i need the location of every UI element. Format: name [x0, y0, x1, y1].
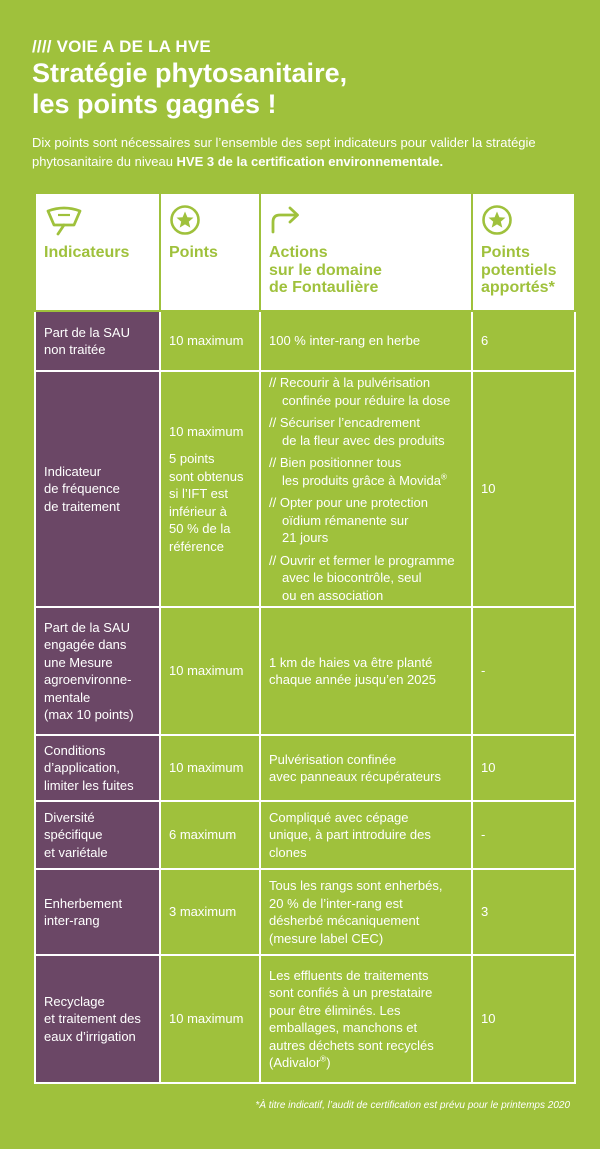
points-cell: [160, 607, 260, 735]
indicator-line: Indicateur: [44, 463, 102, 479]
indicator-cell: [35, 869, 160, 955]
points-line: 6 maximum: [169, 827, 237, 843]
page-title: [32, 58, 572, 120]
potential-cell: [472, 735, 575, 801]
indicator-line: et variétale: [44, 844, 108, 860]
indicators-table: [34, 192, 576, 1084]
actions-cell: [260, 607, 472, 735]
indicator-line: non traitée: [44, 342, 106, 357]
header-potentiels-line-3: apportés*: [481, 279, 555, 296]
table-row: [35, 735, 575, 801]
header-points: [160, 193, 260, 311]
actions-line: Les effluents de traitements: [269, 967, 429, 983]
intro-text: Dix points sont nécessaires sur l’ensemble des sept indicateurs pour valider la stratégie phytosanitaire du niveau: [32, 135, 536, 169]
potential-value: -: [481, 827, 486, 843]
potential-value: 10: [481, 1011, 496, 1027]
table-header-row: [35, 193, 575, 311]
potential-value: 6: [481, 333, 489, 349]
intro-paragraph: [32, 133, 577, 171]
potential-cell: [472, 869, 575, 955]
indicator-cell: [35, 371, 160, 607]
actions-line: 1 km de haies va être planté: [269, 654, 433, 670]
indicator-line: Diversité: [44, 809, 95, 825]
points-cell: [160, 869, 260, 955]
actions-line: (Adivalor: [269, 1055, 321, 1070]
actions-cell: [260, 801, 472, 869]
header-points-label: Points: [169, 244, 218, 261]
potential-cell: [472, 955, 575, 1083]
indicator-line: agroenvironne-: [44, 672, 132, 687]
actions-cell: [260, 371, 472, 607]
points-note-line: 5 points: [169, 451, 215, 467]
indicator-line: mentale: [44, 689, 91, 705]
actions-line: clones: [269, 844, 307, 860]
indicator-line: Conditions: [44, 742, 106, 758]
header-actions-line-2: sur le domaine: [269, 261, 382, 279]
kicker: //// VOIE A DE LA HVE: [32, 37, 211, 56]
actions-line: (mesure label CEC): [269, 930, 384, 946]
sprayer-icon: [44, 204, 151, 238]
points-line: 10 maximum: [169, 663, 244, 679]
registered-mark: ®: [440, 472, 447, 482]
indicator-cell: [35, 735, 160, 801]
potential-cell: [472, 311, 575, 371]
points-line: 10 maximum: [169, 1011, 244, 1027]
actions-line: pour être éliminés. Les: [269, 1002, 401, 1018]
points-note-line: 50 % de la: [169, 521, 231, 537]
potential-value: 10: [481, 481, 496, 497]
potential-cell: [472, 371, 575, 607]
points-note: [169, 450, 251, 555]
points-cell: [160, 311, 260, 371]
actions-line: emballages, manchons et: [269, 1020, 418, 1035]
header-potentiels-line-1: Points: [481, 244, 530, 261]
header-indicateurs-label: Indicateurs: [44, 244, 130, 261]
points-note-line: si l’IFT est: [169, 486, 228, 502]
indicator-line: Recyclage: [44, 993, 105, 1009]
indicator-line: engagée dans: [44, 637, 127, 652]
indicator-line: Part de la SAU: [44, 619, 130, 635]
action-item: // Opter pour une protection oïdium rémanente sur 21 jours: [269, 495, 428, 545]
actions-line: autres déchets sont recyclés: [269, 1037, 434, 1053]
arrow-icon: [269, 204, 463, 238]
indicator-cell: [35, 801, 160, 869]
points-cell: [160, 371, 260, 607]
potential-value: 3: [481, 904, 489, 920]
registered-mark: ®: [320, 1054, 327, 1064]
table-row: [35, 869, 575, 955]
points-note-line: sont obtenus: [169, 468, 244, 484]
actions-cell: [260, 955, 472, 1083]
header-potentiels: [472, 193, 575, 311]
title-line-1: Stratégie phytosanitaire,: [32, 58, 348, 88]
indicator-line: d’application,: [44, 760, 120, 776]
table-row: [35, 607, 575, 735]
potential-value: -: [481, 663, 486, 679]
potential-cell: [472, 801, 575, 869]
indicator-cell: [35, 955, 160, 1083]
potential-cell: [472, 607, 575, 735]
actions-line: désherbé mécaniquement: [269, 913, 420, 928]
actions-cell: [260, 735, 472, 801]
indicator-cell: [35, 311, 160, 371]
actions-line: Pulvérisation confinée: [269, 751, 397, 767]
indicator-line: Enherbement: [44, 895, 123, 911]
indicator-line: de fréquence: [44, 481, 120, 497]
footnote: *À titre indicatif, l’audit de certification est prévu pour le printemps 2020: [255, 1100, 570, 1111]
actions-line: chaque année jusqu’en 2025: [269, 672, 436, 687]
actions-line: unique, à part introduire des: [269, 827, 431, 843]
points-line: 10 maximum: [169, 333, 244, 349]
actions-line: 20 % de l’inter-rang est: [269, 895, 403, 911]
indicator-line: une Mesure: [44, 654, 113, 670]
points-main: 10 maximum: [169, 423, 244, 439]
table-row: [35, 801, 575, 869]
header-actions-line-1: Actions: [269, 244, 328, 261]
actions-cell: [260, 311, 472, 371]
actions-cell: [260, 869, 472, 955]
indicator-line: de traitement: [44, 498, 120, 514]
header-actions-line-3: de Fontaulière: [269, 279, 379, 296]
action-item: // Bien positionner tous les produits grâce à Movida®: [269, 455, 447, 488]
header-potentiels-line-2: potentiels: [481, 261, 557, 279]
points-cell: [160, 955, 260, 1083]
points-cell: [160, 735, 260, 801]
header-actions: [260, 193, 472, 311]
action-item: // Sécuriser l’encadrement de la fleur avec des produits: [269, 415, 445, 448]
table-row: [35, 955, 575, 1083]
indicator-cell: [35, 607, 160, 735]
points-line: 10 maximum: [169, 760, 244, 776]
star-icon: [169, 204, 251, 238]
table-row: [35, 371, 575, 607]
indicator-line: et traitement des: [44, 1011, 141, 1027]
points-line: 3 maximum: [169, 904, 237, 920]
actions-suffix: ): [326, 1055, 331, 1070]
star-icon: [481, 204, 566, 238]
actions-line: 100 % inter-rang en herbe: [269, 333, 421, 349]
points-note-line: référence: [169, 538, 224, 554]
actions-list: [269, 374, 463, 604]
potential-value: 10: [481, 760, 496, 776]
table-row: [35, 311, 575, 371]
indicator-line: eaux d’irrigation: [44, 1028, 136, 1044]
action-item: // Ouvrir et fermer le programme avec le biocontrôle, seul ou en association: [269, 552, 455, 603]
action-item: // Recourir à la pulvérisation confinée pour réduire la dose: [269, 375, 451, 408]
actions-line: Compliqué avec cépage: [269, 809, 409, 825]
title-line-2: les points gagnés !: [32, 89, 277, 119]
indicator-line: inter-rang: [44, 913, 100, 928]
points-note-line: inférieur à: [169, 503, 227, 519]
actions-line: sont confiés à un prestataire: [269, 985, 433, 1000]
intro-bold: HVE 3 de la certification environnementale.: [176, 154, 444, 169]
indicator-line: limiter les fuites: [44, 777, 134, 793]
indicator-line: Part de la SAU: [44, 324, 130, 340]
points-cell: [160, 801, 260, 869]
indicator-line: (max 10 points): [44, 707, 134, 722]
actions-line: avec panneaux récupérateurs: [269, 769, 442, 784]
actions-line: Tous les rangs sont enherbés,: [269, 878, 443, 893]
header-indicateurs: [35, 193, 160, 311]
indicator-line: spécifique: [44, 827, 103, 843]
